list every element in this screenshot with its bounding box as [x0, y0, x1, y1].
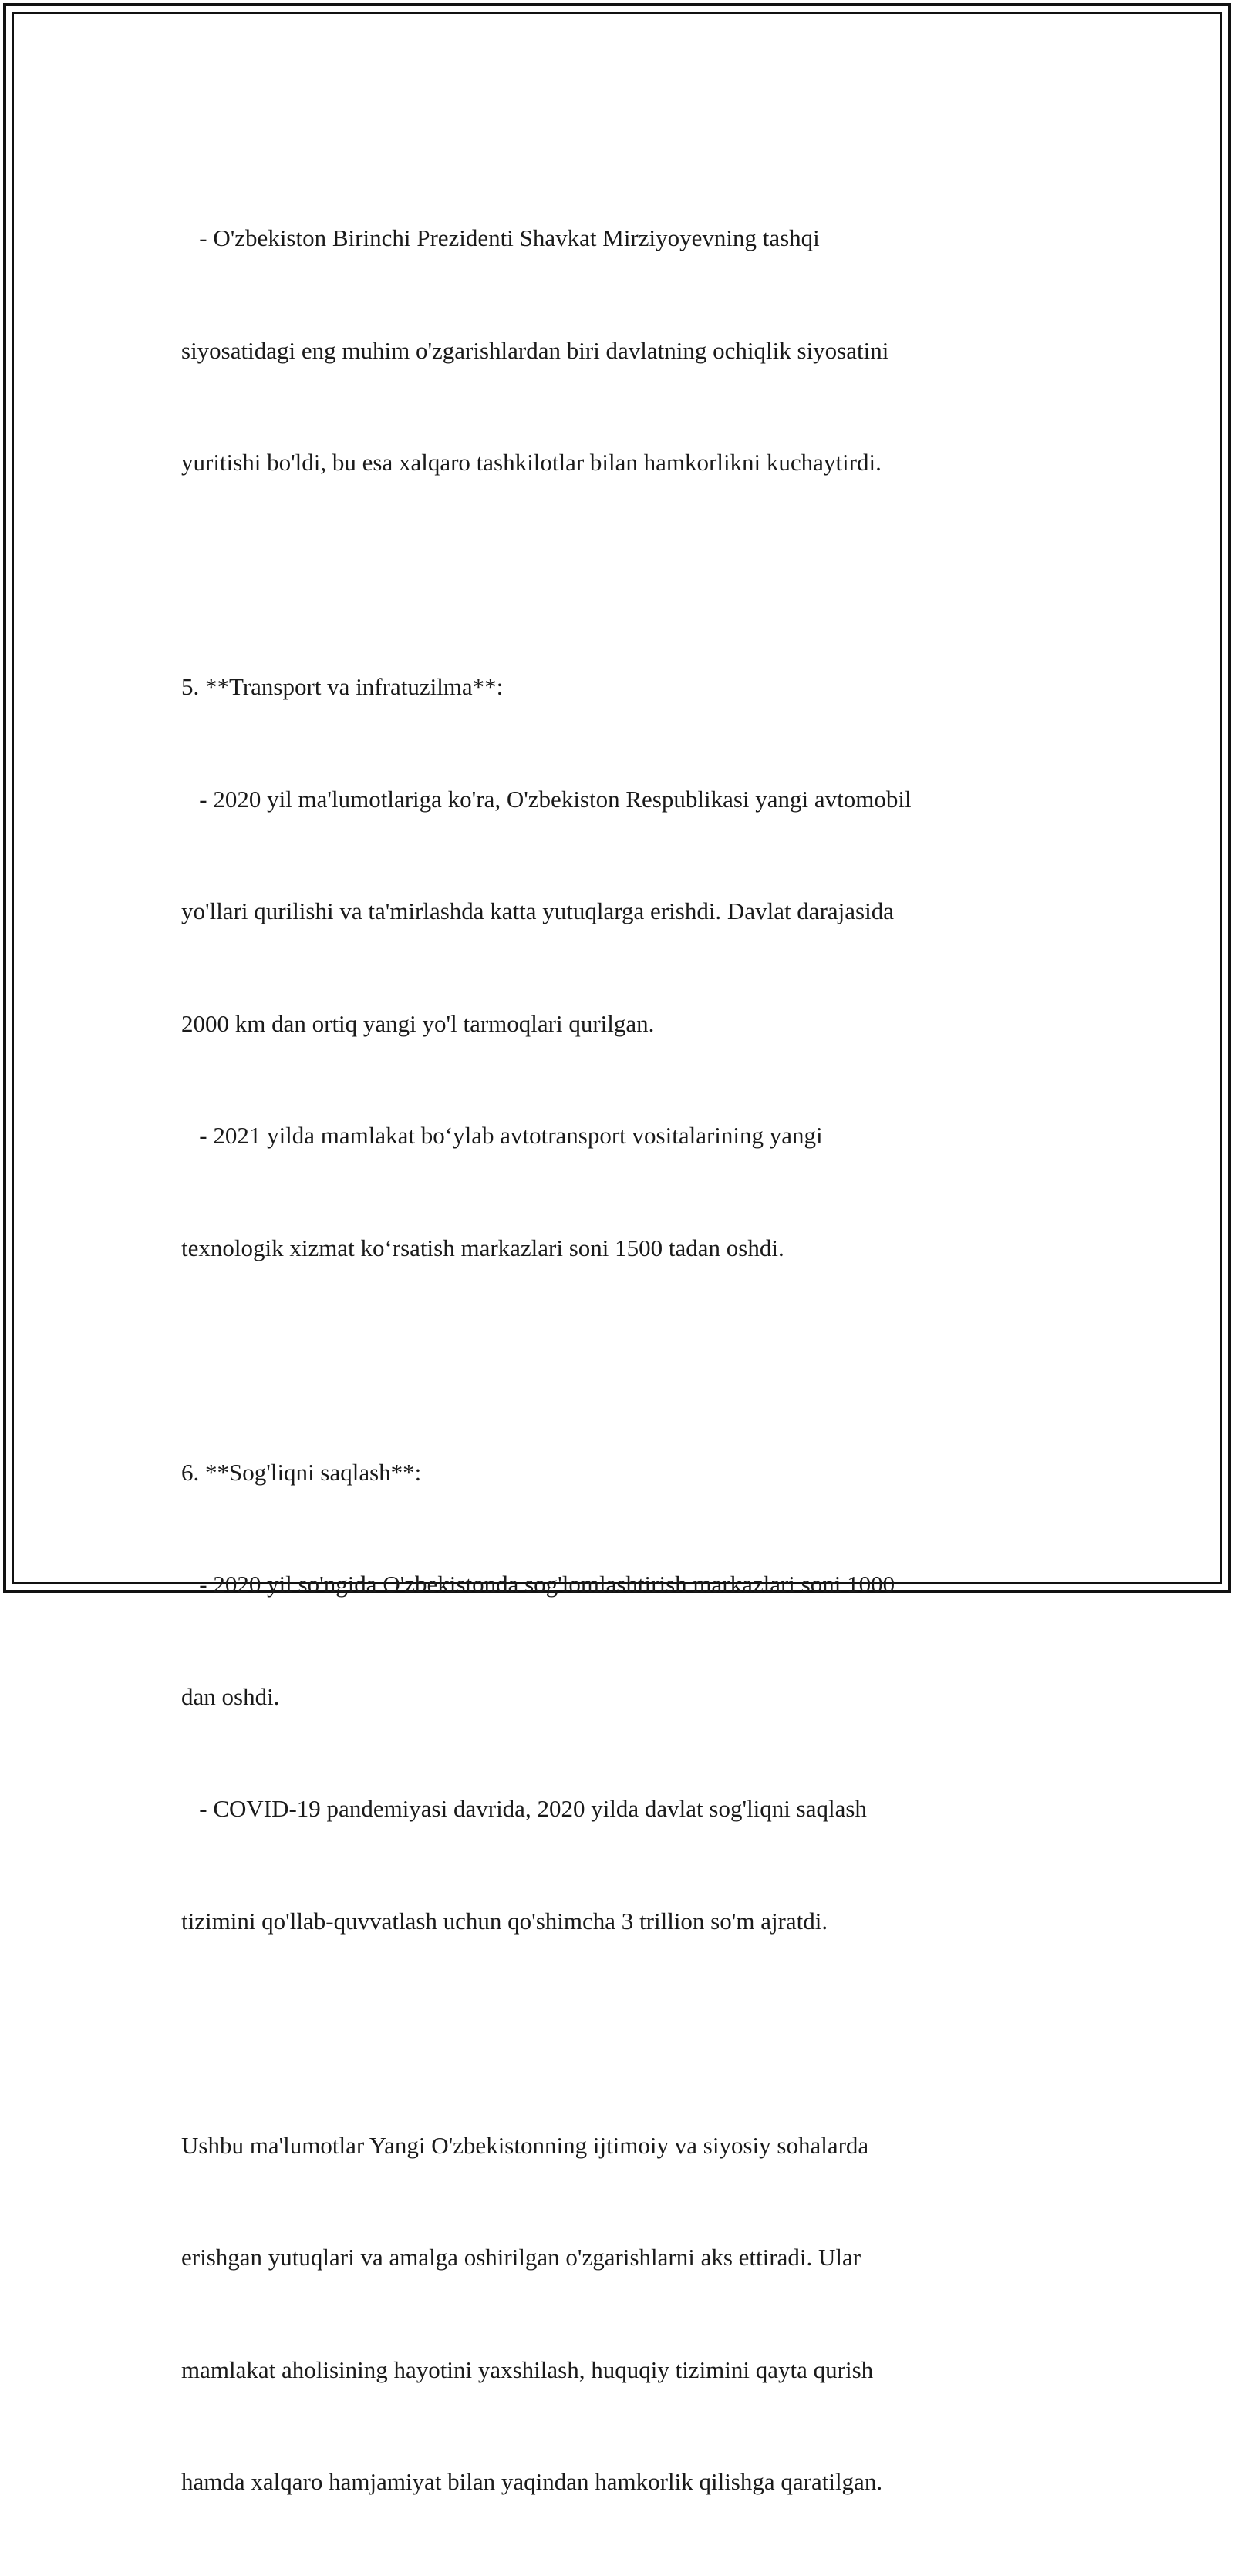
document-body: [181, 145, 1068, 2576]
text-line: texnologik xizmat koʻrsatish markazlari soni 1500 tadan oshdi.: [181, 1234, 784, 1261]
text-line: erishgan yutuqlari va amalga oshirilgan o'zgarishlarni aks ettiradi. Ular: [181, 2244, 861, 2271]
text-line: - 2020 yil so'ngida O'zbekistonda sog'lomlashtirish markazlari soni 1000: [181, 1571, 895, 1598]
paragraph-gap: [181, 557, 1068, 594]
text-line: yuritishi bo'ldi, bu esa xalqaro tashkilotlar bilan hamkorlikni kuchaytirdi.: [181, 449, 882, 476]
text-line: 2000 km dan ortiq yangi yo'l tarmoqlari qurilgan.: [181, 1009, 655, 1037]
text-line: Ushbu ma'lumotlar Yangi O'zbekistonning ijtimoiy va siyosiy sohalarda: [181, 2131, 869, 2159]
text-line: yo'llari qurilishi va ta'mirlashda katta yutuqlarga erishdi. Davlat darajasida: [181, 897, 894, 924]
text-line: hamda xalqaro hamjamiyat bilan yaqindan hamkorlik qilishga qaratilgan.: [181, 2468, 883, 2495]
text-line: - O'zbekiston Birinchi Prezidenti Shavkat Mirziyoyevning tashqi: [181, 224, 820, 251]
section-health: [181, 1379, 1068, 2015]
text-line: siyosatidagi eng muhim o'zgarishlardan biri davlatning ochiqlik siyosatini: [181, 336, 889, 364]
text-line: - 2020 yil ma'lumotlariga ko'ra, O'zbekiston Respublikasi yangi avtomobil: [181, 785, 912, 813]
paragraph-conclusion: [181, 2052, 1068, 2576]
text-line: dan oshdi.: [181, 1682, 280, 1710]
text-line: - COVID-19 pandemiyasi davrida, 2020 yilda davlat sog'liqni saqlash: [181, 1795, 867, 1822]
text-line: tizimini qo'llab-quvvatlash uchun qo'shimcha 3 trillion so'm ajratdi.: [181, 1907, 828, 1935]
section-heading: 6. **Sog'liqni saqlash**:: [181, 1458, 422, 1486]
paragraph-gap: [181, 1342, 1068, 1379]
section-transport: [181, 594, 1068, 1342]
section-heading: 5. **Transport va infratuzilma**:: [181, 673, 504, 700]
text-line: mamlakat aholisining hayotini yaxshilash, huquqiy tizimini qayta qurish: [181, 2355, 874, 2383]
paragraph-foreign-policy: [181, 145, 1068, 557]
text-line: - 2021 yilda mamlakat boʻylab avtotransport vositalarining yangi: [181, 1122, 823, 1149]
paragraph-gap: [181, 2015, 1068, 2052]
